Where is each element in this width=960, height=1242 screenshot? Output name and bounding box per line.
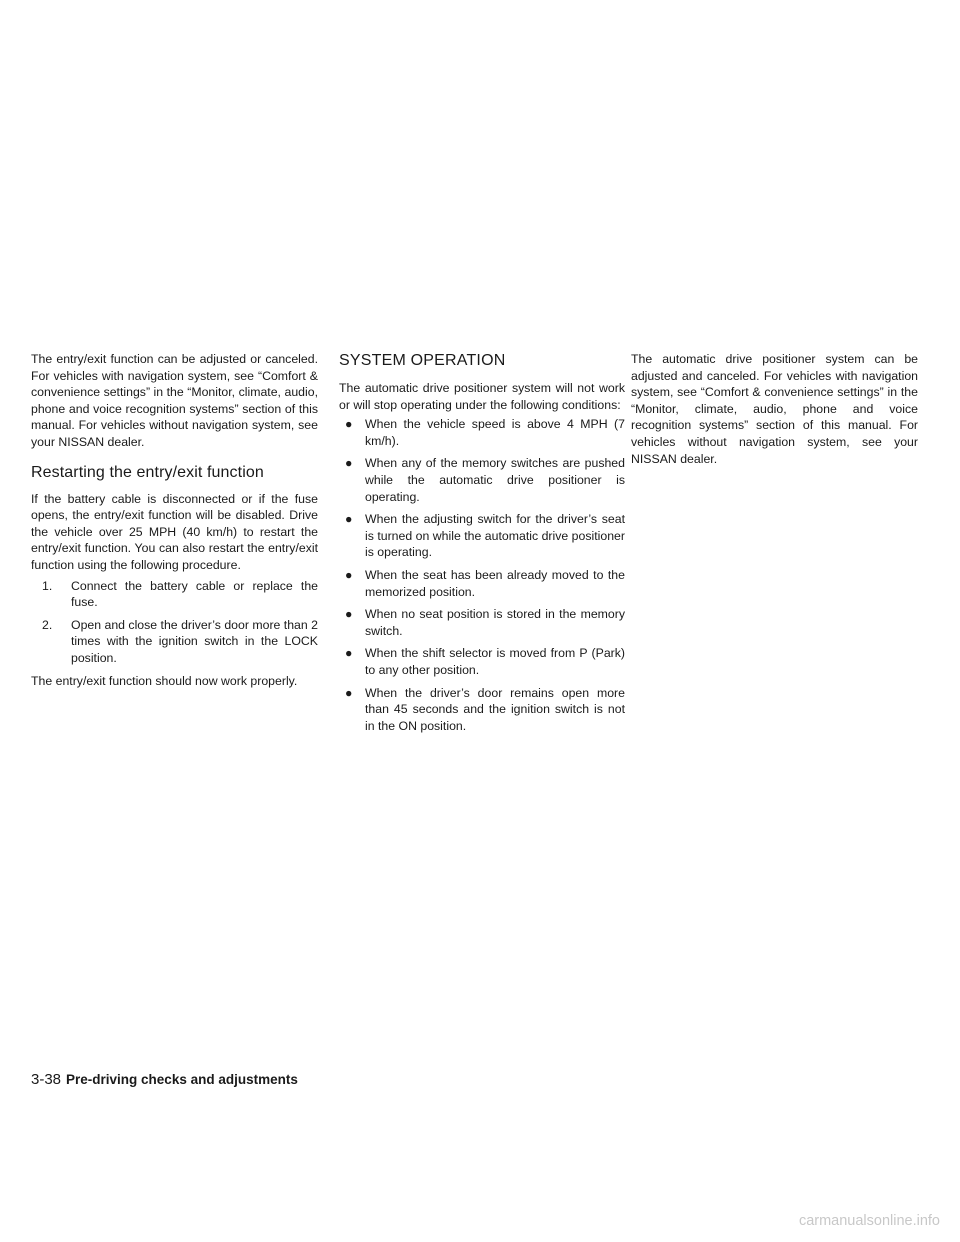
restart-heading: Restarting the entry/exit function — [31, 463, 264, 481]
step-number: 1. — [42, 578, 53, 593]
list-item — [339, 567, 625, 600]
list-item-text: When the shift selector is moved from P (Park) to any other position. — [365, 646, 625, 677]
list-item-text: When the driver’s door remains open more than 45 seconds and the ignition switch is not in the ON position. — [365, 685, 625, 733]
list-item-text: When the seat has been already moved to the memorized position. — [365, 567, 625, 599]
step-text: Open and close the driver’s door more than 2 times with the ignition switch in the LOCK position. — [71, 617, 318, 665]
bullet-icon: ● — [345, 512, 353, 527]
step-number: 2. — [42, 617, 53, 632]
adjust-cancel-paragraph: The automatic drive positioner system can be adjusted and canceled. For vehicles with navigation system, see “Comfort & convenience settings” in the “Monitor, climate, audio, phone and voice recognition systems” section of this manual. For vehicles without navigation system, see your NISSAN dealer. — [631, 352, 918, 466]
bullet-icon: ● — [345, 607, 353, 622]
list-item-text: When the vehicle speed is above 4 MPH (7 km/h). — [365, 417, 625, 448]
middle-column — [339, 351, 625, 740]
right-column — [631, 351, 918, 467]
section-title: Pre-driving checks and adjustments — [66, 1072, 298, 1087]
watermark: carmanualsonline.info — [798, 1213, 940, 1229]
page-number: 3-38 — [31, 1071, 62, 1088]
bullet-icon: ● — [345, 646, 353, 661]
list-item — [339, 685, 625, 735]
list-item-text: When no seat position is stored in the memory switch. — [365, 607, 625, 638]
list-item — [339, 606, 625, 639]
bullet-icon: ● — [345, 417, 353, 432]
left-column — [31, 351, 318, 689]
step-item — [31, 617, 318, 667]
bullet-icon: ● — [345, 456, 353, 471]
list-item-text: When the adjusting switch for the driver’s seat is turned on while the automatic drive positioner is operating. — [365, 512, 625, 560]
conditions-list — [339, 416, 625, 734]
page-footer — [31, 1071, 298, 1089]
step-text: Connect the battery cable or replace the fuse. — [71, 578, 318, 610]
bullet-icon: ● — [345, 685, 353, 700]
list-item — [339, 455, 625, 505]
entry-exit-intro: The entry/exit function can be adjusted or canceled. For vehicles with navigation system, see “Comfort & convenience settings” in the “Monitor, climate, audio, phone and voice recognition systems” section of this manual. For vehicles without navigation system, see your NISSAN dealer. — [31, 352, 318, 449]
list-item — [339, 645, 625, 678]
step-item — [31, 578, 318, 611]
bullet-icon: ● — [345, 567, 353, 582]
list-item-text: When any of the memory switches are pushed while the automatic drive positioner is operating. — [365, 456, 625, 504]
system-operation-intro: The automatic drive positioner system will not work or will stop operating under the following conditions: — [339, 381, 625, 412]
system-operation-heading: SYSTEM OPERATION — [339, 352, 506, 369]
restart-steps — [31, 578, 318, 667]
list-item — [339, 416, 625, 449]
restart-paragraph: If the battery cable is disconnected or if the fuse opens, the entry/exit function will be disabled. Drive the vehicle over 25 MPH (40 km/h) to restart the entry/exit function. You can also restart the entry/exit function using the following procedure. — [31, 491, 318, 572]
closing-paragraph: The entry/exit function should now work properly. — [31, 673, 298, 688]
list-item — [339, 511, 625, 561]
